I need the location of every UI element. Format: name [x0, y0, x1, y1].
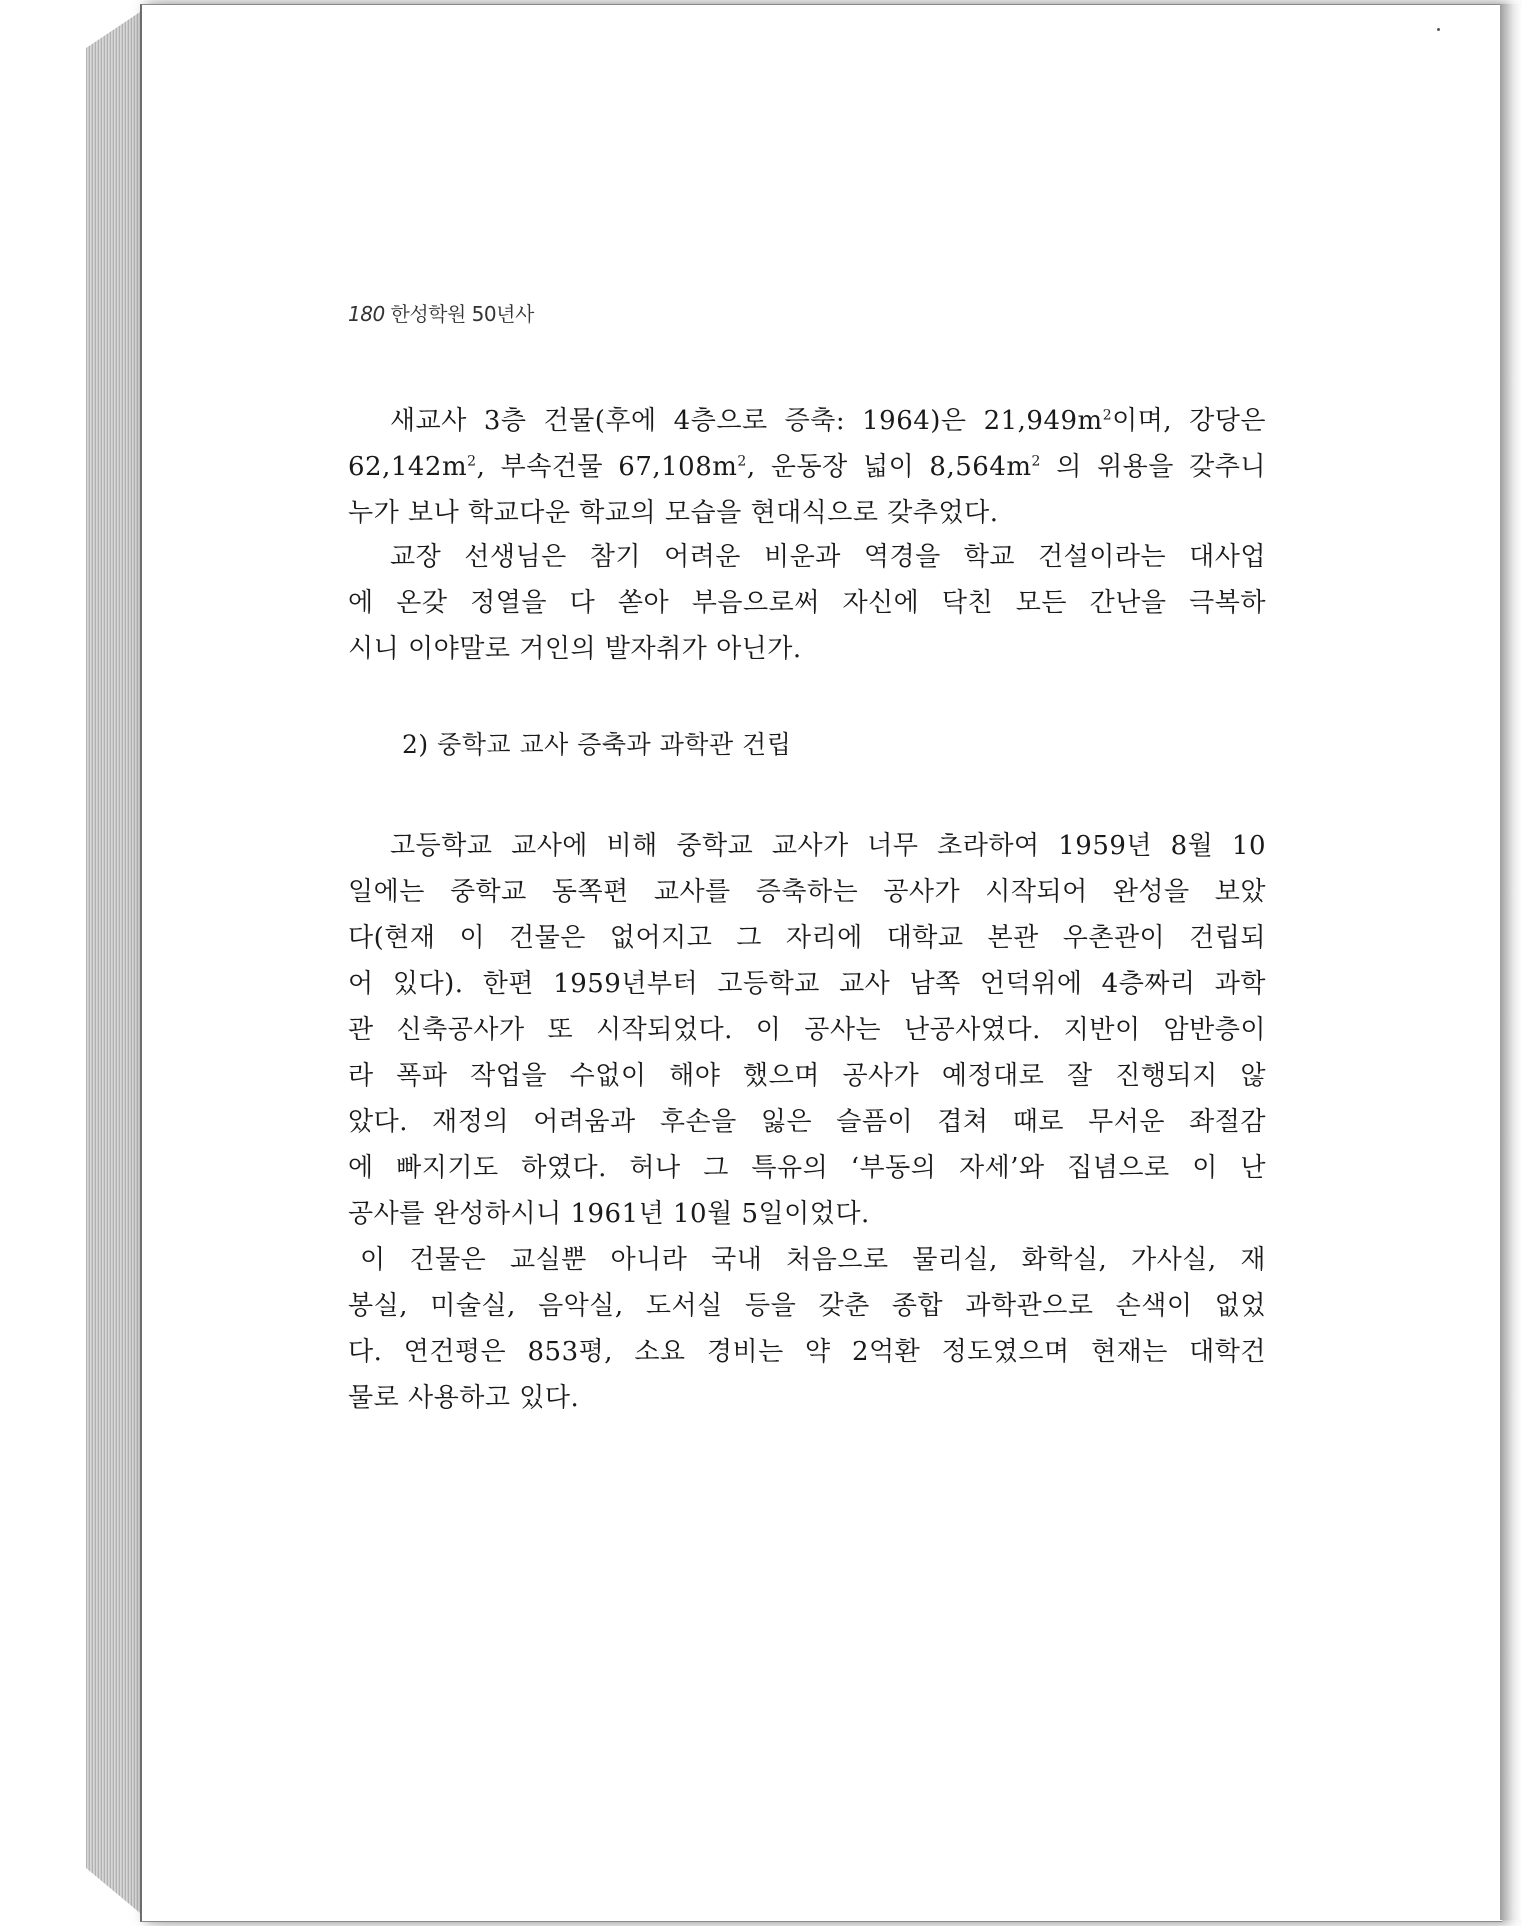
- paragraph-2-line-3: 시니 이야말로 거인의 발자취가 아닌가.: [348, 634, 802, 664]
- paragraph-1: [348, 398, 1266, 536]
- paragraph-3-line-9: 공사를 완성하시니 1961년 10월 5일이었다.: [348, 1199, 870, 1229]
- book-title: 한성학원 50년사: [390, 302, 534, 326]
- page-number: 180: [348, 302, 385, 326]
- paragraph-3-line-7: 았다. 재정의 어려움과 후손을 잃은 슬픔이 겹쳐 때로 무서운 좌절감: [348, 1107, 1266, 1137]
- paragraph-3-line-4: 어 있다). 한편 1959년부터 고등학교 교사 남쪽 언덕위에 4층짜리 과학: [348, 969, 1266, 999]
- paragraph-1-line-1: 새교사 3층 건물(후에 4층으로 증축: 1964)은 $21,949m^2$이며, 강당은: [390, 406, 1266, 436]
- paragraph-3-line-2: 일에는 중학교 동쪽편 교사를 증축하는 공사가 시작되어 완성을 보았: [348, 877, 1266, 907]
- paragraph-4-line-1: 이 건물은 교실뿐 아니라 국내 처음으로 물리실, 화학실, 가사실, 재: [360, 1245, 1266, 1275]
- paragraph-3-line-6: 라 폭파 작업을 수없이 해야 했으며 공사가 예정대로 잘 진행되지 않: [348, 1061, 1266, 1091]
- running-header: [348, 298, 534, 327]
- book-page-edges: [86, 8, 146, 1918]
- paragraph-4: [348, 1237, 1266, 1421]
- page-shadow: [1500, 4, 1522, 1920]
- paragraph-1-line-2: $62,142m^2$, 부속건물 $67,108m^2$, 운동장 넓이 $8,564m^2$ 의 위용을 갖추니: [348, 452, 1267, 482]
- paragraph-3-line-1: 고등학교 교사에 비해 중학교 교사가 너무 초라하여 1959년 8월 10: [390, 831, 1266, 861]
- paragraph-3-line-8: 에 빠지기도 하였다. 허나 그 특유의 ‘부동의 자세’와 집념으로 이 난: [348, 1153, 1266, 1183]
- paragraph-3-line-5: 관 신축공사가 또 시작되었다. 이 공사는 난공사였다. 지반이 암반층이: [348, 1015, 1266, 1045]
- scan-speck: [1437, 28, 1440, 31]
- paragraph-4-line-4: 물로 사용하고 있다.: [348, 1383, 580, 1413]
- paragraph-4-line-3: 다. 연건평은 853평, 소요 경비는 약 2억환 정도였으며 현재는 대학건: [348, 1337, 1266, 1367]
- paragraph-1-line-3: 누가 보나 학교다운 학교의 모습을 현대식으로 갖추었다.: [348, 498, 999, 528]
- paragraph-3-line-3: 다(현재 이 건물은 없어지고 그 자리에 대학교 본관 우촌관이 건립되: [348, 923, 1266, 953]
- paragraph-4-line-2: 봉실, 미술실, 음악실, 도서실 등을 갖춘 종합 과학관으로 손색이 없었: [348, 1291, 1266, 1321]
- section-heading: 2) 중학교 교사 증축과 과학관 건립: [402, 730, 792, 759]
- paragraph-2: [348, 534, 1266, 672]
- paragraph-2-line-1: 교장 선생님은 참기 어려운 비운과 역경을 학교 건설이라는 대사업: [390, 542, 1266, 572]
- paragraph-2-line-2: 에 온갖 정열을 다 쏟아 부음으로써 자신에 닥친 모든 간난을 극복하: [348, 588, 1266, 618]
- paragraph-3: [348, 823, 1266, 1237]
